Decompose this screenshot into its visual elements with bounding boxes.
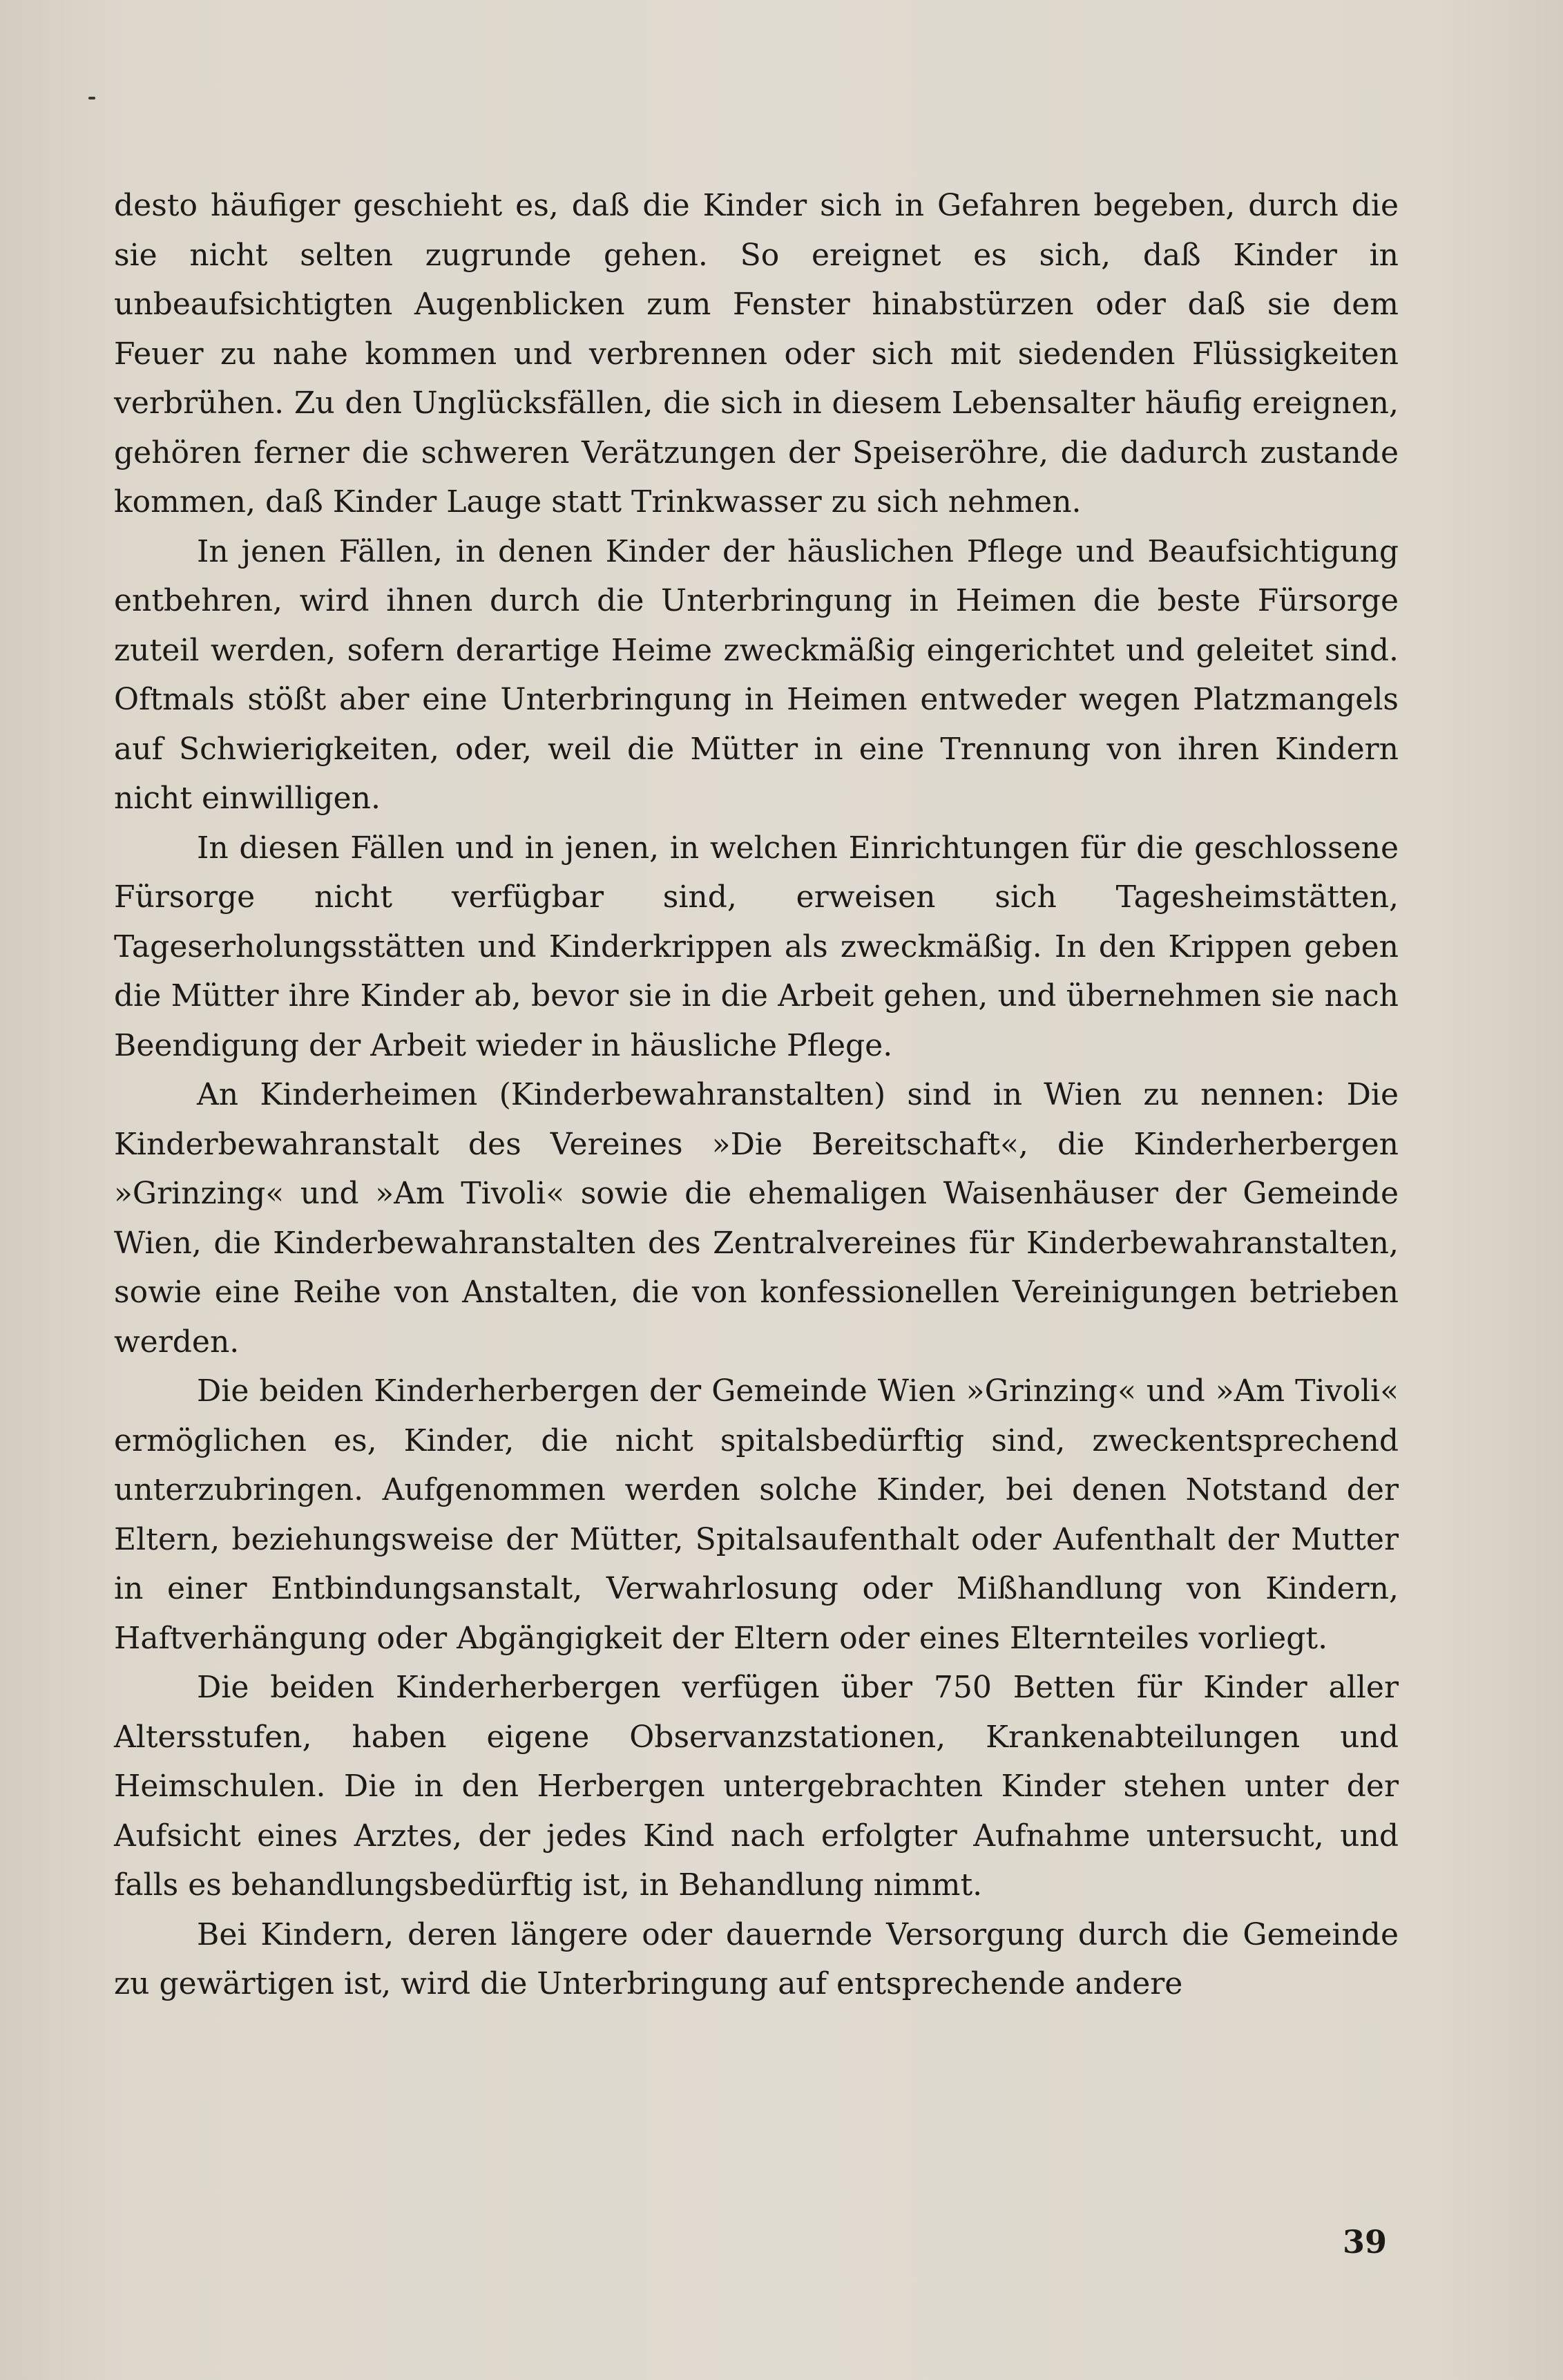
paragraph-5: Die beiden Kinderherbergen der Gemeinde Wien »Grinzing« und »Am Tivoli« ermöglichen es, Kinder, die nicht spitalsbedürftig sind, zweckentsprechend unterzubringen. Aufgenommen werden solche Kinder, bei denen Notstand der Eltern, beziehungsweise der Mütter, Spitalsaufenthalt oder Aufenthalt der Mutter in einer Entbindungsanstalt, Verwahrlosung oder Mißhandlung von Kindern, Haftverhängung oder Abgängigkeit der Eltern oder eines Elternteiles vorliegt. [114, 1373, 1399, 1656]
paragraph-3: In diesen Fällen und in jenen, in welchen Einrichtungen für die geschlossene Fürsorge nicht verfügbar sind, erweisen sich Tagesheimstätten, Tageserholungsstätten und Kinderkrippen als zweckmäßig. In den Krippen geben die Mütter ihre Kinder ab, bevor sie in die Arbeit gehen, und übernehmen sie nach Beendigung der Arbeit wieder in häusliche Pflege. [114, 830, 1399, 1063]
body-text [114, 181, 1399, 2009]
paragraph-1: desto häufiger geschieht es, daß die Kinder sich in Gefahren begeben, durch die sie nicht selten zugrunde gehen. So ereignet es sich, daß Kinder in unbeaufsichtigten Augenblicken zum Fenster hinabstürzen oder daß sie dem Feuer zu nahe kommen und verbrennen oder sich mit siedenden Flüssigkeiten verbrühen. Zu den Unglücksfällen, die sich in diesem Lebensalter häufig ereignen, gehören ferner die schweren Verätzungen der Speiseröhre, die dadurch zustande kommen, daß Kinder Lauge statt Trinkwasser zu sich nehmen. [114, 188, 1399, 520]
paragraph-6: Die beiden Kinderherbergen verfügen über 750 Betten für Kinder aller Altersstufen, haben eigene Observanzstationen, Krankenabteilungen und Heimschulen. Die in den Herbergen untergebrachten Kinder stehen unter der Aufsicht eines Arztes, der jedes Kind nach erfolgter Aufnahme untersucht, und falls es behandlungsbedürftig ist, in Behandlung nimmt. [114, 1670, 1399, 1903]
paragraph-2: In jenen Fällen, in denen Kinder der häuslichen Pflege und Beaufsichtigung entbehren, wird ihnen durch die Unterbringung in Heimen die beste Fürsorge zuteil werden, sofern derartige Heime zweckmäßig eingerichtet und geleitet sind. Oftmals stößt aber eine Unterbringung in Heimen entweder wegen Platzmangels auf Schwierigkeiten, oder, weil die Mütter in eine Trennung von ihren Kindern nicht einwilligen. [114, 533, 1399, 816]
margin-mark [88, 97, 95, 99]
paragraph-7: Bei Kindern, deren längere oder dauernde Versorgung durch die Gemeinde zu gewärtigen ist, wird die Unterbringung auf entsprechende andere [114, 1916, 1399, 2001]
paragraph-4: An Kinderheimen (Kinderbewahranstalten) sind in Wien zu nennen: Die Kinderbewahranstalt des Vereines »Die Bereitschaft«, die Kinderherbergen »Grinzing« und »Am Tivoli« sowie die ehemaligen Waisenhäuser der Gemeinde Wien, die Kinderbewahranstalten des Zentralvereines für Kinderbewahranstalten, sowie eine Reihe von Anstalten, die von konfessionellen Vereinigungen betrieben werden. [114, 1077, 1399, 1360]
page-number: 39 [1343, 2223, 1388, 2260]
